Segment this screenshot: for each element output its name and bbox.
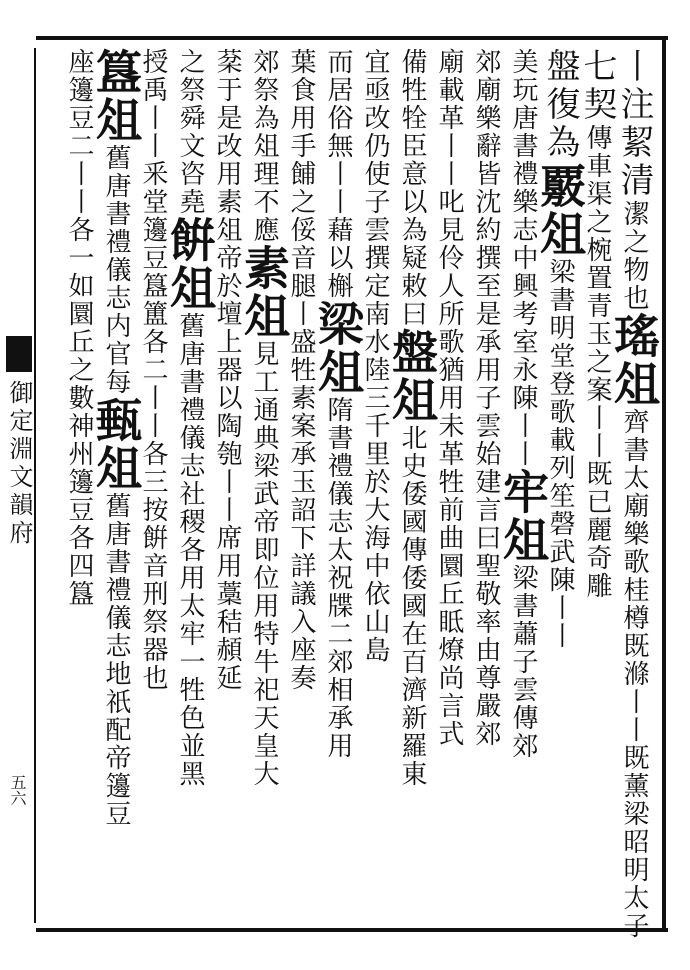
column-text: 舊唐書禮儀志内官每 xyxy=(101,144,131,396)
column-text: 丨注 xyxy=(614,48,654,124)
entry-heading: 瑤俎 xyxy=(607,312,661,408)
column-text: 葉食用手餔之俀音腿 xyxy=(286,48,316,300)
column-text: 如圜丘之數神州籩豆各四簋 xyxy=(64,272,94,608)
column-text: 絜清 xyxy=(614,124,654,200)
column-text: 齊書太廟樂歌桂樽既滌丨丨既薰梁昭明太子 xyxy=(619,408,649,940)
column-text: 之祭舜文咨堯 xyxy=(175,48,205,216)
column-text: 梁書明堂登歌載列笙磬武陳丨丨 xyxy=(545,258,575,650)
column-text: 授禹丨丨釆堂 xyxy=(138,48,168,216)
book-title: 御定淵文韻府 xyxy=(5,380,33,548)
column-text: 見工通典梁武帝即位用特牛祀天皇大 xyxy=(249,340,279,788)
column-text: 宜亟改仍使子雲撰定 xyxy=(360,48,390,300)
column-text: 籩豆簋簠各二丨丨各三按餠音刑祭器也 xyxy=(138,216,168,692)
fish-tail-mark xyxy=(6,336,32,372)
entry-heading: 簋俎 xyxy=(89,48,143,144)
column-text: 備牲牷臣意以為疑敕曰 xyxy=(397,48,427,328)
page-margin xyxy=(2,48,36,923)
column-text: 南水陸三千里於大海中依山島 xyxy=(360,300,390,664)
column-text: 七契 xyxy=(577,48,617,124)
column-text: 棻于是改用素俎 xyxy=(212,48,242,244)
entry-heading: 牢俎 xyxy=(496,468,550,564)
entry-heading: 梁俎 xyxy=(311,300,365,396)
column-text: 而居俗無丨丨藉以槲 xyxy=(323,48,353,300)
column-text: 梁書蕭子雲傳郊 xyxy=(508,564,538,760)
column-text: 丨盛牲素案承玉詔下詳議入座奏 xyxy=(286,300,316,692)
column-text: 美玩 xyxy=(508,48,538,104)
column-text: 舊唐書禮儀志社稷各用太牢一牲色並黑 xyxy=(175,312,205,788)
entry-heading: 餠俎 xyxy=(163,216,217,312)
column-text: 廟載革丨丨叱見伶人所歌猶用未革牲前曲圜丘眡燎尚言式 xyxy=(434,48,464,748)
column-text: 盤復為 xyxy=(540,48,580,162)
text-column xyxy=(57,48,101,923)
column-text: 座籩豆二丨丨各一 xyxy=(64,48,94,272)
column-text: 傳車渠之椀置青玉之案丨丨既已麗奇雕 xyxy=(582,124,612,600)
column-text: 舊唐書禮儀志地祇配帝籩豆 xyxy=(101,492,131,828)
entry-heading: 盤俎 xyxy=(385,328,439,424)
page-number: 五六 xyxy=(8,774,27,806)
bottom-border xyxy=(36,928,668,932)
column-text: 郊廟樂辭皆沈約撰至是承用子雲始建言曰聖敬率由尊嚴郊 xyxy=(471,48,501,748)
right-border xyxy=(662,40,666,928)
entry-heading: 甀俎 xyxy=(89,396,143,492)
top-border xyxy=(36,36,668,40)
column-text: 帝於壇上器以陶匏丨丨席用藁秸頳延 xyxy=(212,244,242,692)
column-text: 潔之物也 xyxy=(619,200,649,312)
column-text: 北史倭國傳倭國在百濟新羅東 xyxy=(397,424,427,788)
column-text: 唐書禮樂志中興考室永陳丨丨 xyxy=(508,104,538,468)
entry-heading: 素俎 xyxy=(237,244,291,340)
column-text: 郊祭為俎理不應 xyxy=(249,48,279,244)
column-text: 隋書禮儀志太祝牒二郊相承用 xyxy=(323,396,353,760)
entry-heading: 覈俎 xyxy=(533,162,587,258)
